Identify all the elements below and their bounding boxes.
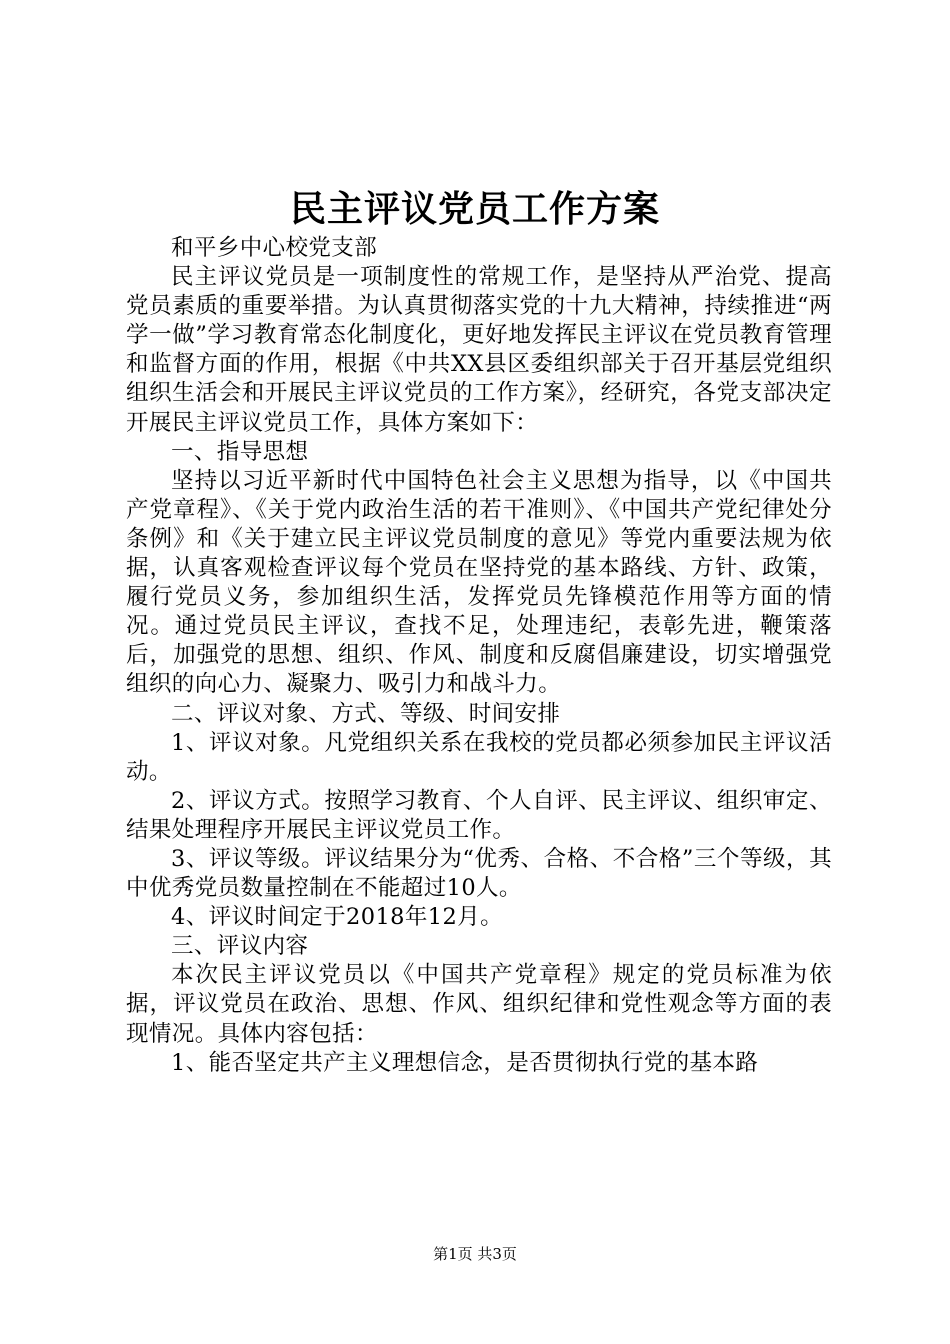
paragraph-intro: 民主评议党员是一项制度性的常规工作，是坚持从严治党、提高党员素质的重要举措。为认真贯彻落实党的十九大精神，持续推进“两学一做”学习教育常态化制度化，更好地发挥民主评议在党员教育管理和监督方面的作用，根据《中共XX县区委组织部关于召开基层党组织组织生活会和开展民主评议党员的工作方案》，经研究，各党支部决定开展民主评议党员工作，具体方案如下： [126,264,832,436]
paragraph-content-item-1: 1、能否坚定共产主义理想信念，是否贯彻执行党的基本路 [171,1049,759,1076]
paragraph-guiding-ideology: 坚持以习近平新时代中国特色社会主义思想为指导，以《中国共产党章程》、《关于党内政治生活的若干准则》、《中国共产党纪律处分条例》和《关于建立民主评议党员制度的意见》等党内重要法规为依据，认真客观检查评议每个党员在坚持党的基本路线、方针、政策，履行党员义务，参加组织生活，发挥党员先锋模范作用等方面的情况。通过党员民主评议，查找不足，处理违纪，表彰先进，鞭策落后，加强党的思想、组织、作风、制度和反腐倡廉建设，切实增强党组织的向心力、凝聚力、吸引力和战斗力。 [126,467,832,698]
paragraph-evaluation-content: 本次民主评议党员以《中国共产党章程》规定的党员标准为依据，评议党员在政治、思想、作风、组织纪律和党性观念等方面的表现情况。具体内容包括： [126,962,832,1047]
document-body [126,234,832,1078]
paragraph-evaluation-grades: 3、评议等级。评议结果分为“优秀、合格、不合格”三个等级，其中优秀党员数量控制在不能超过10人。 [126,845,832,902]
section-heading-evaluation-content: 三、评议内容 [171,933,309,960]
paragraph-evaluation-method: 2、评议方式。按照学习教育、个人自评、民主评议、组织审定、结果处理程序开展民主评议党员工作。 [126,787,832,843]
section-heading-guiding-ideology: 一、指导思想 [171,438,309,465]
paragraph-organization: 和平乡中心校党支部 [171,235,378,261]
page-footer: 第1页 共3页 [433,1245,517,1263]
paragraph-evaluation-targets: 1、评议对象。凡党组织关系在我校的党员都必须参加民主评议活动。 [126,729,832,785]
section-heading-arrangements: 二、评议对象、方式、等级、时间安排 [171,700,561,727]
paragraph-evaluation-time: 4、评议时间定于2018年12月。 [171,904,504,931]
document-title: 民主评议党员工作方案 [289,188,660,230]
